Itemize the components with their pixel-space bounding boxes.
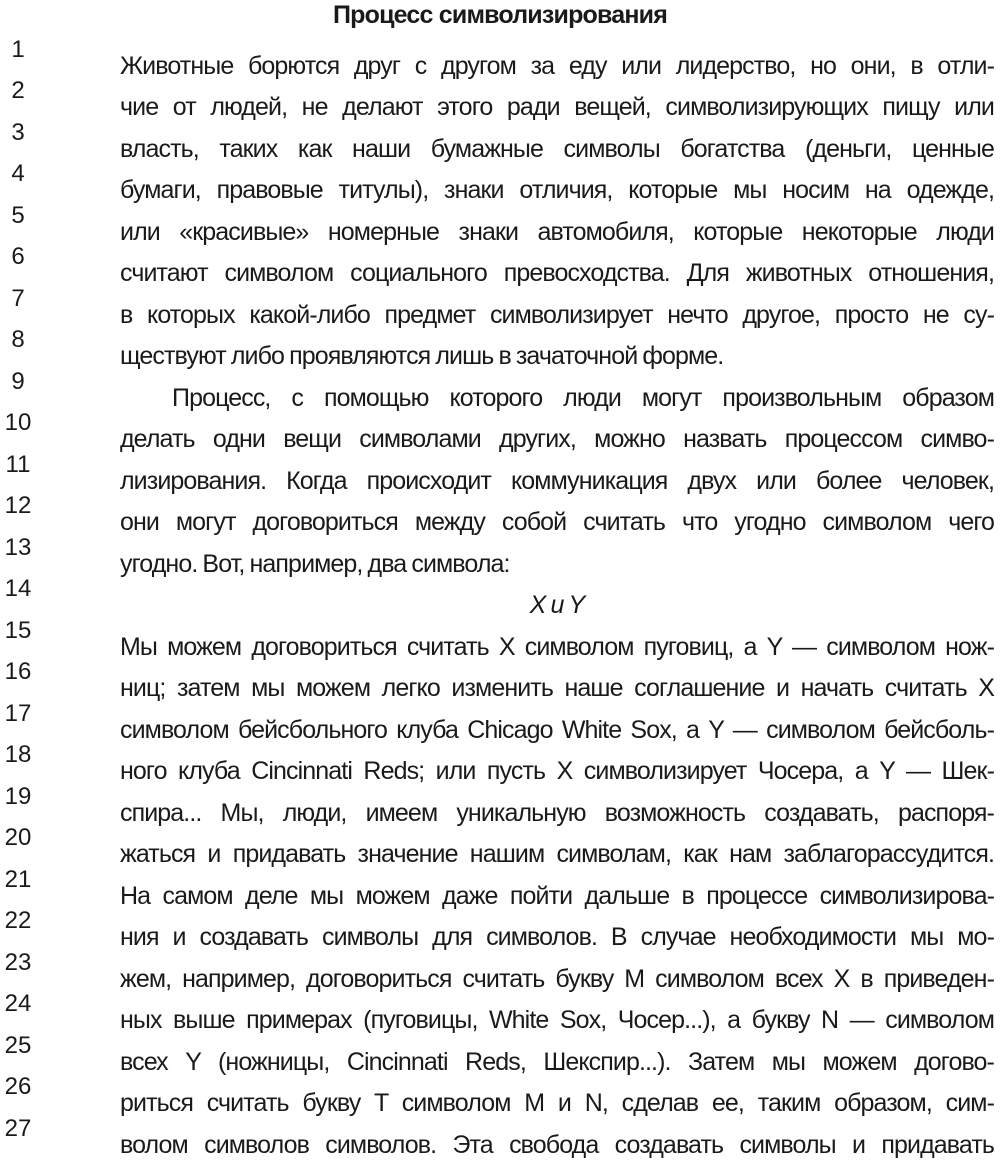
text-line: власть, таких как наши бумажные символы богатства (деньги, ценные	[120, 135, 994, 163]
line-number: 22	[4, 907, 32, 934]
line-number: 5	[11, 202, 25, 229]
line-number: 23	[4, 949, 32, 976]
text-line: волом символов символов. Эта свобода создавать символы и придавать	[120, 1131, 994, 1159]
text-line: чие от людей, не делают этого ради вещей, символизирующих пищу или	[120, 93, 994, 121]
text-line: угодно. Вот, например, два символа:	[120, 550, 510, 578]
text-line: делать одни вещи символами других, можно назвать процессом симво-	[120, 425, 994, 453]
text-line: символом бейсбольного клуба Chicago White Sox, а Y — символом бейсболь-	[120, 716, 994, 744]
text-line: они могут договориться между собой считать что угодно символом чего	[120, 508, 994, 536]
line-number: 25	[4, 1032, 32, 1059]
text-line: ниц; затем мы можем легко изменить наше соглашение и начать считать X	[120, 674, 994, 702]
line-number: 16	[4, 658, 32, 685]
line-number: 26	[4, 1073, 32, 1100]
text-line: жем, например, договориться считать букву M символом всех X в приведен-	[120, 965, 994, 993]
line-number: 7	[11, 285, 25, 312]
page-title: Процесс символизирования	[332, 1, 668, 29]
line-number: 18	[4, 741, 32, 768]
line-number: 17	[4, 700, 32, 727]
text-line: Процесс, с помощью которого люди могут произвольным образом	[172, 384, 994, 412]
text-line: ного клуба Cincinnati Reds; или пусть X символизирует Чосера, а Y — Шек-	[120, 757, 994, 785]
text-line: всех Y (ножницы, Cincinnati Reds, Шекспир...). Затем мы можем догово-	[120, 1048, 994, 1076]
text-line: считают символом социального превосходства. Для животных отношения,	[120, 259, 994, 287]
text-line: спира... Мы, люди, имеем уникальную возможность создавать, распоря-	[120, 799, 994, 827]
text-line: в которых какой-либо предмет символизирует нечто другое, просто не су-	[120, 301, 994, 329]
text-line: лизирования. Когда происходит коммуникация двух или более человек,	[120, 467, 994, 495]
formula-line: X и Y	[529, 591, 585, 619]
line-number: 15	[4, 617, 32, 644]
text-line: бумаги, правовые титулы), знаки отличия, которые мы носим на одежде,	[120, 176, 994, 204]
text-line: На самом деле мы можем даже пойти дальше в процессе символизирова-	[120, 882, 994, 910]
text-line: Животные борются друг с другом за еду или лидерство, но они, в отли-	[120, 52, 994, 80]
text-line: жаться и придавать значение нашим символам, как нам заблагорассудится.	[120, 840, 994, 868]
line-number: 1	[11, 36, 25, 63]
line-number: 14	[4, 575, 32, 602]
text-line: или «красивые» номерные знаки автомобиля, которые некоторые люди	[120, 218, 994, 246]
line-number: 19	[4, 783, 32, 810]
text-line: риться считать букву T символом M и N, сделав ее, таким образом, сим-	[120, 1089, 994, 1117]
line-number: 2	[11, 77, 25, 104]
line-number: 12	[4, 492, 32, 519]
text-line: Мы можем договориться считать X символом пуговиц, а Y — символом нож-	[120, 633, 994, 661]
line-number: 4	[11, 160, 25, 187]
line-number: 11	[5, 451, 31, 478]
line-number: 27	[4, 1115, 32, 1142]
text-line: ществуют либо проявляются лишь в зачаточной форме.	[120, 342, 724, 370]
line-number: 13	[4, 534, 32, 561]
line-number: 20	[4, 824, 32, 851]
line-number: 6	[11, 243, 25, 270]
line-number: 10	[4, 409, 32, 436]
text-line: ных выше примерах (пуговицы, White Sox, Чосер...), а букву N — символом	[120, 1006, 994, 1034]
line-number: 9	[11, 368, 25, 395]
line-number: 8	[11, 326, 25, 353]
text-line: ния и создавать символы для символов. В случае необходимости мы мо-	[120, 923, 994, 951]
line-number: 24	[4, 990, 32, 1017]
line-number: 3	[11, 119, 25, 146]
line-number: 21	[4, 866, 32, 893]
